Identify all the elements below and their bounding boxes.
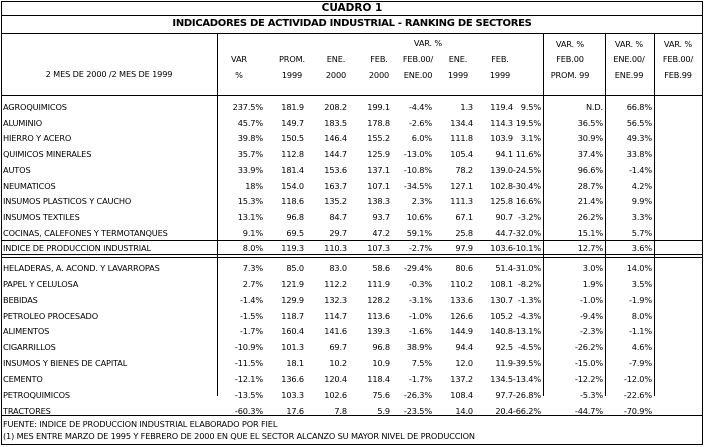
cell-col-1: 101.3: [281, 342, 304, 353]
cell-col-7: 9.5%: [520, 102, 541, 112]
sector-name: TRACTORES: [3, 405, 51, 416]
cell-col-1: 112.8: [281, 149, 304, 160]
cell-col-9: 33.8%: [626, 149, 652, 160]
cell-col-6: 102.8: [490, 180, 513, 191]
cell-col-6: 105.2: [490, 310, 513, 321]
total-bottom-line: [1, 254, 703, 255]
cell-col-3: 93.7: [372, 211, 390, 222]
cell-col-1: 154.0: [281, 180, 304, 191]
table-title: CUADRO 1: [321, 2, 383, 14]
cell-col-7: -13.4%: [512, 373, 541, 384]
cell-col-6: 125.8: [490, 196, 513, 207]
column-header-4-line-2: FEB.00/: [402, 54, 434, 64]
cell-col-5: 144.9: [450, 326, 473, 337]
cell-col-6: 140.8: [490, 326, 513, 337]
cell-col-5: 133.6: [450, 294, 473, 305]
cell-col-4: 59.1%: [406, 227, 432, 238]
cell-col-0: 2.7%: [242, 278, 263, 289]
cell-col-5: 67.1: [455, 211, 473, 222]
sector-name: PAPEL Y CELULOSA: [3, 278, 79, 289]
sector-name: INDICE DE PRODUCCION INDUSTRIAL: [3, 243, 151, 253]
cell-col-4: -10.8%: [403, 164, 432, 175]
cell-col-3: 10.9: [372, 358, 390, 369]
cell-col-1: 129.9: [281, 294, 304, 305]
sector-name: INSUMOS TEXTILES: [3, 211, 80, 222]
cell-col-4: 7.5%: [411, 358, 432, 369]
cell-col-6: 108.1: [490, 278, 513, 289]
cell-col-9: -1.9%: [628, 294, 652, 305]
cell-col-7: 19.5%: [515, 117, 541, 128]
cell-col-6: 11.9: [495, 358, 513, 369]
cell-col-2: 110.3: [324, 243, 347, 253]
cell-col-3: 125.9: [367, 149, 390, 160]
cell-col-4: 6.0%: [411, 133, 432, 144]
cell-col-8: -5.3%: [579, 389, 603, 400]
cell-col-4: -26.3%: [403, 389, 432, 400]
cell-col-5: 14.0: [455, 405, 473, 416]
cell-col-4: 10.6%: [406, 211, 432, 222]
spreadsheet: [1, 1, 703, 445]
column-header-4-line-3: ENE.00: [403, 70, 433, 80]
column-header-7-line-1: VAR. %: [555, 39, 585, 49]
cell-col-0: 39.8%: [237, 133, 263, 144]
cell-col-0: 13.1%: [237, 211, 263, 222]
cell-col-2: 29.7: [329, 227, 347, 238]
cell-col-1: 181.9: [281, 102, 304, 112]
cell-col-9: 3.6%: [631, 243, 652, 253]
cell-col-6: 97.7: [495, 389, 513, 400]
cell-col-4: -1.7%: [408, 373, 432, 384]
cell-col-2: 10.2: [329, 358, 347, 369]
cell-col-0: 15.3%: [237, 196, 263, 207]
cell-col-0: -60.3%: [234, 405, 263, 416]
cell-col-3: 113.6: [367, 310, 390, 321]
cell-col-6: 103.9: [490, 133, 513, 144]
cell-col-3: 58.6: [372, 263, 390, 273]
cell-col-8: 12.7%: [577, 243, 603, 253]
column-header-5-line-3: 1999: [447, 70, 469, 80]
cell-col-1: 150.5: [281, 133, 304, 144]
sector-name: INSUMOS PLASTICOS Y CAUCHO: [3, 196, 132, 207]
cell-col-2: 114.7: [324, 310, 347, 321]
cell-col-5: 111.8: [450, 133, 473, 144]
cell-col-6: 90.7: [495, 211, 513, 222]
cell-col-5: 105.4: [450, 149, 473, 160]
table-subtitle: INDICADORES DE ACTIVIDAD INDUSTRIAL - RANKING DE SECTORES: [172, 18, 532, 29]
total-bottom-line-2: [1, 257, 703, 258]
column-header-5-line-2: ENE.: [448, 54, 468, 64]
period-label: 2 MES DE 2000 /2 MES DE 1999: [45, 69, 173, 79]
cell-col-3: 118.4: [367, 373, 390, 384]
cell-col-8: 36.5%: [577, 117, 603, 128]
cell-col-5: 127.1: [450, 180, 473, 191]
cell-col-0: 8.0%: [242, 243, 263, 253]
cell-col-7: -31.0%: [512, 263, 541, 273]
cell-col-7: -30.4%: [512, 180, 541, 191]
cell-col-6: 134.5: [490, 373, 513, 384]
cell-col-0: 45.7%: [237, 117, 263, 128]
column-header-7-line-3: PROM. 99: [550, 70, 590, 80]
cell-col-9: 49.3%: [626, 133, 652, 144]
cell-col-1: 96.8: [286, 211, 304, 222]
cell-col-7: -10.1%: [512, 243, 541, 253]
cell-col-7: -8.2%: [517, 278, 541, 289]
cell-col-6: 92.5: [495, 342, 513, 353]
cell-col-7: -24.5%: [512, 164, 541, 175]
cell-col-2: 141.6: [324, 326, 347, 337]
cell-col-8: 1.9%: [582, 278, 603, 289]
cell-col-0: 18%: [245, 180, 263, 191]
cell-col-3: 155.2: [367, 133, 390, 144]
cell-col-5: 12.0: [455, 358, 473, 369]
column-header-8-line-3: ENE.99: [614, 70, 644, 80]
cell-col-1: 85.0: [286, 263, 304, 273]
column-header-0-line-2: VAR: [231, 54, 247, 64]
cell-col-2: 69.7: [329, 342, 347, 353]
sector-name: AUTOS: [3, 164, 31, 175]
cell-col-2: 112.2: [324, 278, 347, 289]
cell-col-6: 94.1: [495, 149, 513, 160]
cell-col-5: 137.2: [450, 373, 473, 384]
cell-col-3: 107.3: [367, 243, 390, 253]
cell-col-4: -2.7%: [408, 243, 432, 253]
cell-col-1: 118.6: [281, 196, 304, 207]
var-group-header: VAR. %: [413, 38, 443, 48]
cell-col-9: 8.0%: [631, 310, 652, 321]
cell-col-4: -3.1%: [408, 294, 432, 305]
cell-col-8: 21.4%: [577, 196, 603, 207]
column-header-6-line-2: FEB.: [491, 54, 509, 64]
column-header-9-line-3: FEB.99: [664, 70, 692, 80]
cell-col-4: -29.4%: [403, 263, 432, 273]
cell-col-5: 25.8: [455, 227, 473, 238]
cell-col-5: 126.6: [450, 310, 473, 321]
cell-col-3: 178.8: [367, 117, 390, 128]
cell-col-9: 3.3%: [631, 211, 652, 222]
cell-col-4: -1.6%: [408, 326, 432, 337]
sector-name: BEBIDAS: [3, 294, 38, 305]
cell-col-8: 30.9%: [577, 133, 603, 144]
cell-col-0: 237.5%: [232, 102, 263, 112]
cell-col-8: -26.2%: [574, 342, 603, 353]
cell-col-3: 47.2: [372, 227, 390, 238]
cell-col-1: 121.9: [281, 278, 304, 289]
cell-col-9: -7.9%: [628, 358, 652, 369]
cell-col-6: 130.7: [490, 294, 513, 305]
column-header-9-line-2: FEB.00/: [662, 54, 694, 64]
sector-name: CEMENTO: [3, 373, 43, 384]
sector-name: AGROQUIMICOS: [3, 102, 67, 112]
cell-col-1: 17.6: [286, 405, 304, 416]
cell-col-0: -11.5%: [234, 358, 263, 369]
column-header-2-line-3: 2000: [325, 70, 347, 80]
sector-name: CIGARRILLOS: [3, 342, 56, 353]
cell-col-4: -0.3%: [408, 278, 432, 289]
cell-col-6: 51.4: [495, 263, 513, 273]
cell-col-1: 18.1: [286, 358, 304, 369]
cell-col-2: 144.7: [324, 149, 347, 160]
cell-col-9: 4.6%: [631, 342, 652, 353]
cell-col-8: 96.6%: [577, 164, 603, 175]
cell-col-9: -70.9%: [623, 405, 652, 416]
cell-col-4: -2.6%: [408, 117, 432, 128]
cell-col-4: -4.4%: [408, 102, 432, 112]
cell-col-5: 97.9: [455, 243, 473, 253]
cell-col-5: 110.2: [450, 278, 473, 289]
cell-col-6: 20.4: [495, 405, 513, 416]
cell-col-3: 75.6: [372, 389, 390, 400]
cell-col-3: 111.9: [367, 278, 390, 289]
footer-divider: [1, 415, 703, 416]
cell-col-9: -22.6%: [623, 389, 652, 400]
cell-col-3: 96.8: [372, 342, 390, 353]
cell-col-7: -26.8%: [512, 389, 541, 400]
sector-name: ALIMENTOS: [3, 326, 50, 337]
cell-col-4: -23.5%: [403, 405, 432, 416]
cell-col-6: 114.3: [490, 117, 513, 128]
cell-col-0: -1.7%: [239, 326, 263, 337]
cell-col-5: 78.2: [455, 164, 473, 175]
cell-col-2: 208.2: [324, 102, 347, 112]
cell-col-6: 103.6: [490, 243, 513, 253]
cell-col-7: -13.1%: [512, 326, 541, 337]
cell-col-7: 16.6%: [515, 196, 541, 207]
cell-col-3: 5.9: [377, 405, 390, 416]
cell-col-7: -4.5%: [517, 342, 541, 353]
cell-col-6: 119.4: [490, 102, 513, 112]
sector-name: QUIMICOS MINERALES: [3, 149, 92, 160]
cell-col-6: 44.7: [495, 227, 513, 238]
cell-col-8: 26.2%: [577, 211, 603, 222]
col-divider-feb99: [654, 33, 655, 396]
column-header-3-line-3: 2000: [368, 70, 390, 80]
cell-col-4: -13.0%: [403, 149, 432, 160]
cell-col-0: -12.1%: [234, 373, 263, 384]
footnote-1: (1) MES ENTRE MARZO DE 1995 Y FEBRERO DE 2000 EN QUE EL SECTOR ALCANZO SU MAYOR NIVEL DE PRODUCCION: [3, 431, 475, 441]
cell-col-7: -39.5%: [512, 358, 541, 369]
cell-col-7: 3.1%: [520, 133, 541, 144]
cell-col-0: 9.1%: [242, 227, 263, 238]
column-header-0-line-3: %: [235, 70, 243, 80]
cell-col-5: 134.4: [450, 117, 473, 128]
cell-col-5: 80.6: [455, 263, 473, 273]
cell-col-7: -1.3%: [517, 294, 541, 305]
column-header-8-line-2: ENE.00/: [613, 54, 645, 64]
sector-name: ALUMINIO: [3, 117, 43, 128]
cell-col-1: 160.4: [281, 326, 304, 337]
sector-name: PETROQUIMICOS: [3, 389, 70, 400]
cell-col-7: -32.0%: [512, 227, 541, 238]
cell-col-4: 38.9%: [406, 342, 432, 353]
cell-col-9: 4.2%: [631, 180, 652, 191]
cell-col-2: 135.2: [324, 196, 347, 207]
cell-col-0: 35.7%: [237, 149, 263, 160]
cell-col-1: 136.6: [281, 373, 304, 384]
cell-col-0: -1.5%: [239, 310, 263, 321]
total-top-line: [1, 240, 703, 241]
column-header-1-line-2: PROM.: [279, 54, 305, 64]
cell-col-2: 183.5: [324, 117, 347, 128]
cell-col-2: 102.6: [324, 389, 347, 400]
column-header-1-line-3: 1999: [281, 70, 303, 80]
cell-col-6: 139.0: [490, 164, 513, 175]
cell-col-2: 7.8: [334, 405, 347, 416]
cell-col-7: -66.2%: [512, 405, 541, 416]
cell-col-9: 56.5%: [626, 117, 652, 128]
cell-col-9: 3.5%: [631, 278, 652, 289]
cell-col-8: -44.7%: [574, 405, 603, 416]
header-divider: [1, 95, 703, 96]
cell-col-4: -1.0%: [408, 310, 432, 321]
cell-col-9: 66.8%: [626, 102, 652, 112]
cell-col-5: 1.3: [460, 102, 473, 112]
cell-col-9: 5.7%: [631, 227, 652, 238]
cell-col-8: 28.7%: [577, 180, 603, 191]
cell-col-0: -13.5%: [234, 389, 263, 400]
cell-col-0: -10.9%: [234, 342, 263, 353]
cell-col-8: -12.2%: [574, 373, 603, 384]
cell-col-8: 15.1%: [577, 227, 603, 238]
cell-col-8: 37.4%: [577, 149, 603, 160]
cell-col-8: -9.4%: [579, 310, 603, 321]
cell-col-1: 69.5: [286, 227, 304, 238]
column-header-7-line-2: FEB.00: [556, 54, 584, 64]
column-header-8-line-1: VAR. %: [614, 39, 644, 49]
cell-col-9: 9.9%: [631, 196, 652, 207]
cell-col-7: -3.2%: [517, 211, 541, 222]
cell-col-8: -15.0%: [574, 358, 603, 369]
cell-col-1: 118.7: [281, 310, 304, 321]
cell-col-2: 84.7: [329, 211, 347, 222]
cell-col-8: N.D.: [585, 102, 603, 112]
column-header-9-line-1: VAR. %: [663, 39, 693, 49]
column-header-3-line-2: FEB.: [370, 54, 388, 64]
cell-col-9: -1.4%: [628, 164, 652, 175]
cell-col-2: 83.0: [329, 263, 347, 273]
cell-col-4: -34.5%: [403, 180, 432, 191]
cell-col-2: 120.4: [324, 373, 347, 384]
column-header-2-line-2: ENE.: [326, 54, 346, 64]
sector-name: HELADERAS, A. ACOND. Y LAVARROPAS: [3, 263, 160, 273]
subtitle-divider: [1, 33, 703, 34]
cell-col-7: -4.3%: [517, 310, 541, 321]
cell-col-3: 137.1: [367, 164, 390, 175]
cell-col-2: 132.3: [324, 294, 347, 305]
cell-col-3: 107.1: [367, 180, 390, 191]
cell-col-7: 11.6%: [515, 149, 541, 160]
cell-col-3: 199.1: [367, 102, 390, 112]
cell-col-8: -1.0%: [579, 294, 603, 305]
cell-col-2: 146.4: [324, 133, 347, 144]
cell-col-4: 2.3%: [411, 196, 432, 207]
cell-col-9: -12.0%: [623, 373, 652, 384]
cell-col-5: 111.3: [450, 196, 473, 207]
cell-col-8: -2.3%: [579, 326, 603, 337]
cell-col-3: 138.3: [367, 196, 390, 207]
sector-name: COCINAS, CALEFONES Y TERMOTANQUES: [3, 227, 168, 238]
cell-col-0: -1.4%: [239, 294, 263, 305]
sector-name: PETROLEO PROCESADO: [3, 310, 98, 321]
cell-col-3: 139.3: [367, 326, 390, 337]
cell-col-1: 103.3: [281, 389, 304, 400]
cell-col-1: 181.4: [281, 164, 304, 175]
cell-col-9: -1.1%: [628, 326, 652, 337]
cell-col-0: 7.3%: [242, 263, 263, 273]
column-header-6-line-3: 1999: [489, 70, 511, 80]
cell-col-1: 149.7: [281, 117, 304, 128]
footnote-source: FUENTE: INDICE DE PRODUCCION INDUSTRIAL ELABORADO POR FIEL: [3, 419, 278, 429]
title-divider: [1, 15, 703, 16]
cell-col-0: 33.9%: [237, 164, 263, 175]
cell-col-5: 108.4: [450, 389, 473, 400]
sector-name: NEUMATICOS: [3, 180, 56, 191]
cell-col-2: 163.7: [324, 180, 347, 191]
cell-col-9: 14.0%: [626, 263, 652, 273]
cell-col-8: 3.0%: [582, 263, 603, 273]
sector-name: INSUMOS Y BIENES DE CAPITAL: [3, 358, 128, 369]
cell-col-1: 119.3: [281, 243, 304, 253]
cell-col-3: 128.2: [367, 294, 390, 305]
sector-name: HIERRO Y ACERO: [3, 133, 72, 144]
cell-col-5: 94.4: [455, 342, 473, 353]
cell-col-2: 153.6: [324, 164, 347, 175]
